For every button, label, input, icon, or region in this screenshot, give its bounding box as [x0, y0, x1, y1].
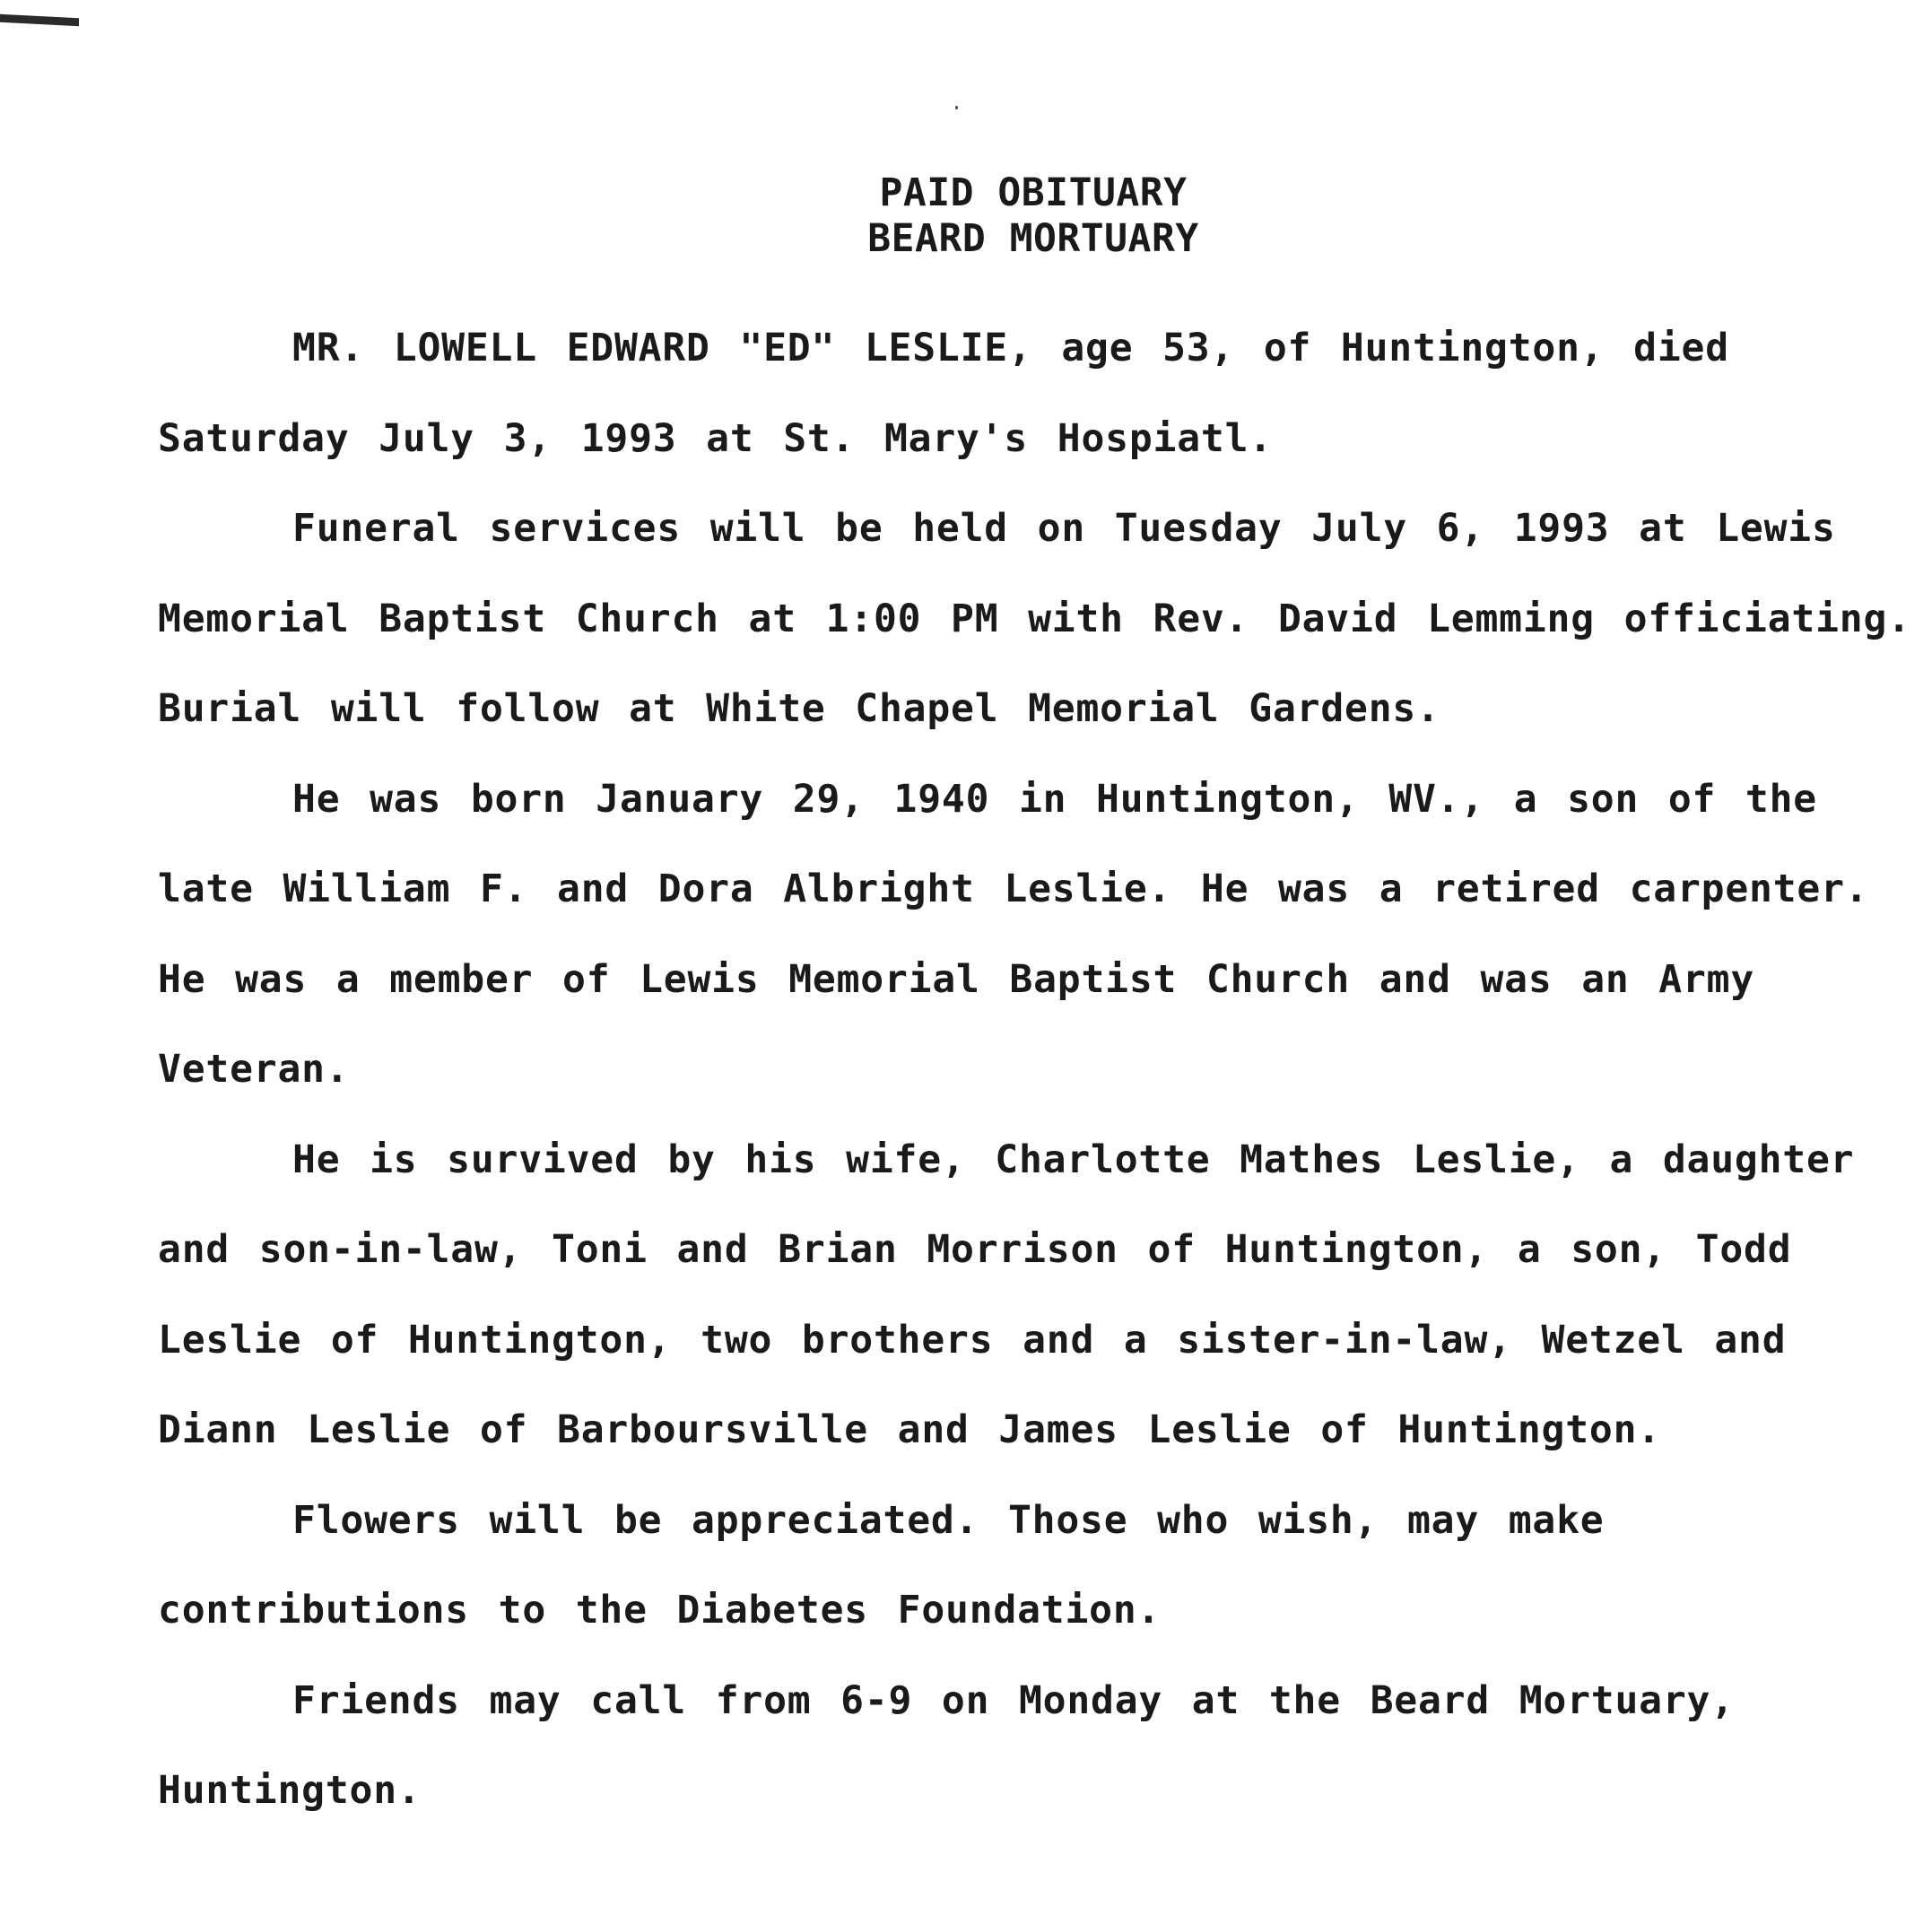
document-header [0, 170, 1932, 262]
scan-speck [955, 106, 958, 109]
paragraph-death-notice: MR. LOWELL EDWARD "ED" LESLIE, age 53, of Huntington, died Saturday July 3, 1993 at St. Mary's Hospiatl. [158, 326, 1729, 461]
paragraph-flowers: Flowers will be appreciated. Those who wish, may make contributions to the Diabetes Foundation. [158, 1497, 1605, 1633]
paragraph-visitation: Friends may call from 6-9 on Monday at the Beard Mortuary, Huntington. [158, 1677, 1735, 1813]
header-title: PAID OBITUARY [879, 170, 1188, 215]
scan-artifact-mark [0, 14, 79, 27]
paragraph-funeral-services: Funeral services will be held on Tuesday July 6, 1993 at Lewis Memorial Baptist Church at 1:00 PM with Rev. David Lemming officiating. Burial will follow at White Chapel Memorial Gardens. [158, 506, 1911, 731]
obituary-body [158, 303, 1916, 1836]
paragraph-survivors: He is survived by his wife, Charlotte Mathes Leslie, a daughter and son-in-law, Toni and Brian Morrison of Huntington, a son, Todd Leslie of Huntington, two brothers and a sister-in-law, Wetzel and Diann Leslie of Barboursville and James Leslie of Huntington. [158, 1137, 1855, 1452]
header-subtitle: BEARD MORTUARY [867, 216, 1199, 261]
paragraph-biography: He was born January 29, 1940 in Huntington, WV., a son of the late William F. and Dora Albright Leslie. He was a retired carpenter. He was a member of Lewis Memorial Baptist Church and was an Army Veteran. [158, 776, 1869, 1092]
